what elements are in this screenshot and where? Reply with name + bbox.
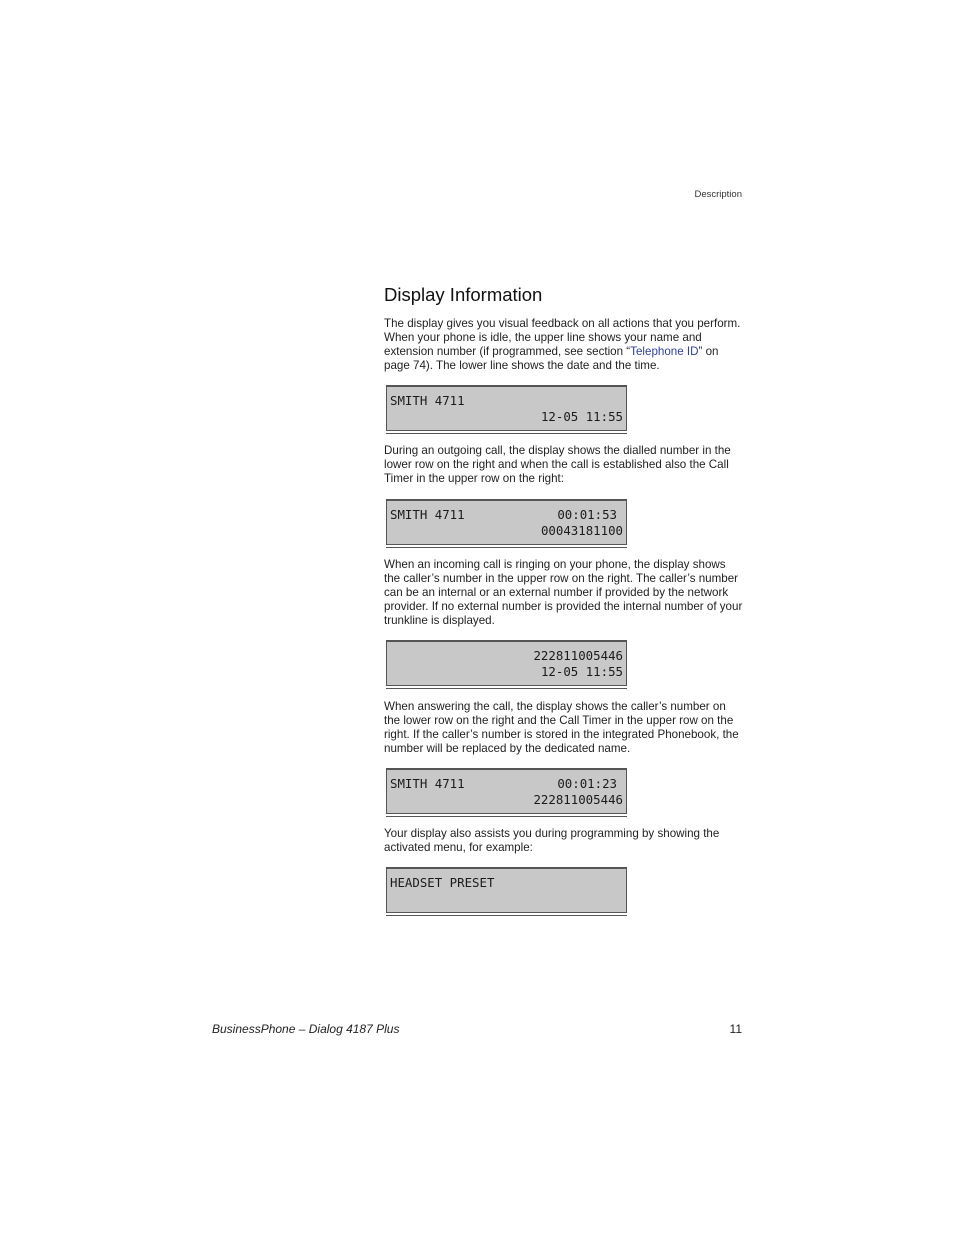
intro-text-end: ” on page 74). The lower line shows the date and the time.: [384, 345, 719, 372]
telephone-id-link[interactable]: Telephone ID: [630, 345, 699, 358]
intro-paragraph: [384, 317, 744, 373]
footer-page-number: 11: [729, 1022, 742, 1036]
incoming-call-paragraph: When an incoming call is ringing on your phone, the display shows the caller’s number in the upper row on the right. The caller’s number can be an internal or an external number if provided by the network provider. If no external number is provided the internal number of your trunkline is displayed.: [384, 558, 743, 627]
display-row1-right: 00:01:53: [557, 507, 617, 522]
display-programming-menu: [386, 867, 627, 913]
display-row2-right: 12-05 11:55: [540, 409, 623, 424]
footer-product-name: BusinessPhone – Dialog 4187 Plus: [212, 1022, 400, 1036]
outgoing-call-paragraph: During an outgoing call, the display shows the dialled number in the lower row on the right and when the call is established also the Call Timer in the upper row on the right:: [384, 444, 731, 485]
intro-text-start: The display gives you visual feedback on all actions that you perform. When your phone is idle, the upper line shows your name and extension number (if programmed, see section “: [384, 317, 741, 358]
display-row1-right: 00:01:23: [557, 776, 617, 791]
display-row1-right: 222811005446: [533, 648, 623, 663]
display-row1-left: SMITH 4711: [390, 393, 465, 408]
display-row1-left: SMITH 4711: [390, 507, 465, 522]
display-row2-right: 12-05 11:55: [540, 664, 623, 679]
display-row1-left: HEADSET PRESET: [390, 875, 495, 890]
display-idle: [386, 385, 627, 431]
display-row2-right: 00043181100: [540, 523, 623, 538]
display-answered-call: [386, 768, 627, 814]
display-outgoing-call: [386, 499, 627, 545]
programming-paragraph: Your display also assists you during programming by showing the activated menu, for example:: [384, 827, 720, 854]
display-row2-right: 222811005446: [533, 792, 623, 807]
answering-call-paragraph: When answering the call, the display shows the caller’s number on the lower row on the right and the Call Timer in the upper row on the right. If the caller’s number is stored in the integrated Phonebook, the number will be replaced by the dedicated name.: [384, 700, 739, 755]
display-row1-left: SMITH 4711: [390, 776, 465, 791]
display-incoming-call: [386, 640, 627, 686]
page-title: Display Information: [384, 284, 543, 305]
header-section-label: Description: [694, 189, 742, 200]
